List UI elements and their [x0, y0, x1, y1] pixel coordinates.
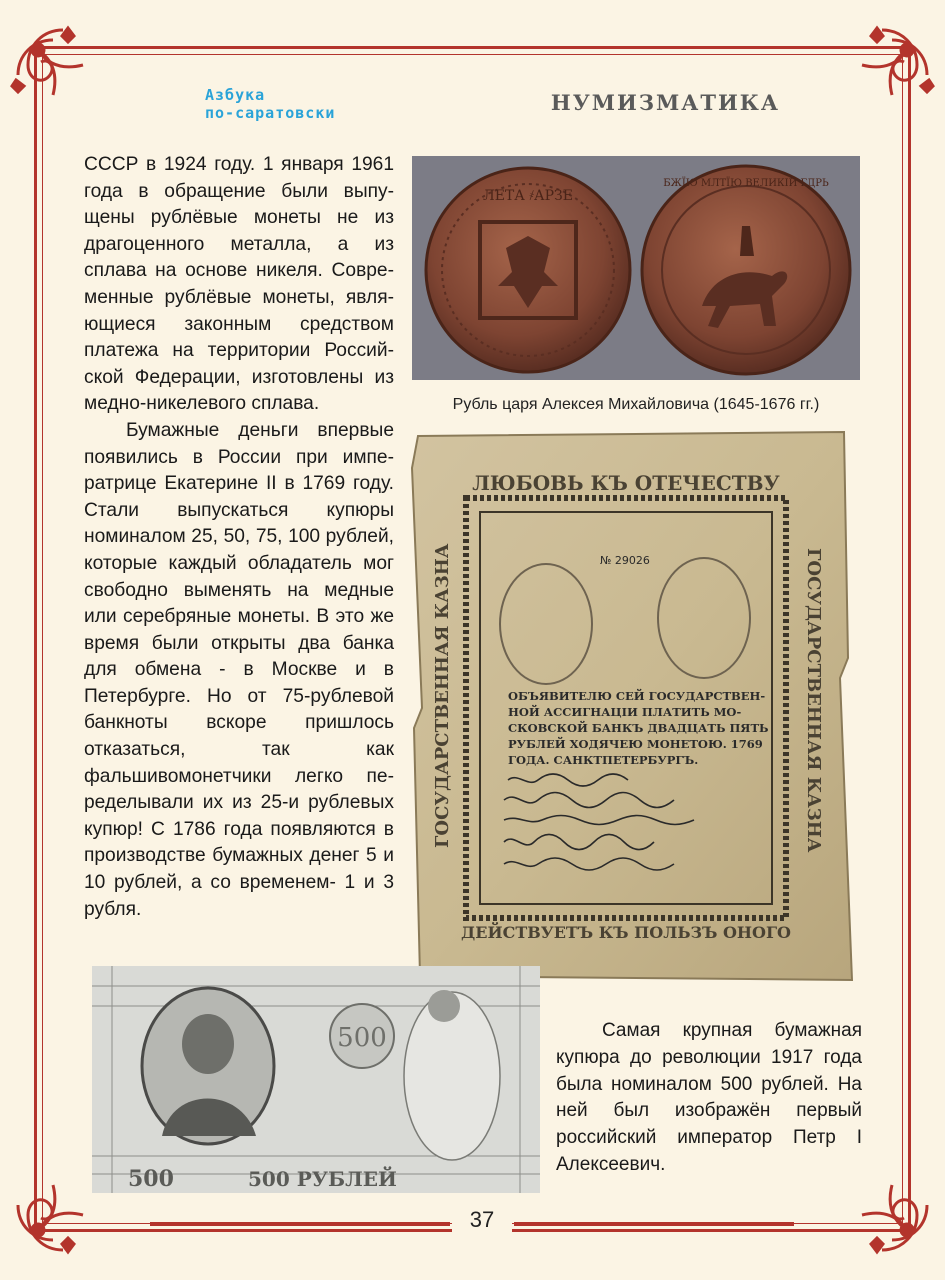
series-title — [205, 86, 335, 122]
assignat-right-border: ГОСУДАРСТВЕННАЯ КАЗНА — [803, 548, 824, 853]
series-title-line2: по-саратовски — [205, 104, 336, 122]
footer-rule-right — [514, 1222, 794, 1226]
assignat-text-line1: ОБЪЯВИТЕЛЮ СЕЙ ГОСУДАРСТВЕН- — [508, 689, 766, 703]
banknote-center-denomination: 500 — [337, 1023, 387, 1053]
assignat-text-line3: СКОВСКОЙ БАНКЪ ДВАДЦАТЬ ПЯТЬ — [508, 721, 769, 735]
coin-reverse — [642, 166, 850, 374]
coin-obverse — [426, 168, 630, 372]
assignat-left-border: ГОСУДАРСТВЕННАЯ КАЗНА — [432, 543, 453, 848]
banknote-denomination-text: 500 РУБЛЕЙ — [248, 1167, 397, 1191]
coin-photo — [412, 156, 860, 380]
assignat-bottom-border: ДЕЙСТВУЕТЪ КЪ ПОЛЬЗЪ ОНОГО — [461, 923, 791, 942]
article-text — [84, 152, 394, 923]
banknote-500-image — [92, 966, 540, 1193]
assignat-top-border: ЛЮБОВЬ КЪ ОТЕЧЕСТВУ — [472, 471, 780, 495]
paragraph-2: Бумажные деньги впервые появились в России при императрице Екатерине II в 1769 году. Стали выпускаться купюры номиналом 25, 50, 75, 100 рублей, которые каждый обладатель мог свободно выменять на медные или серебряные монеты. В это же время были открыты два банка для обмена - в Москве и в Петербурге. Но от 75-рублевой банкноты вскоре пришлось отказаться, так как фальшивомонетчики легко переделывали их из 25-и рублевых купюр! С 1786 года появляются в производстве бумажных денег 5 и 10 рублей, а со временем- 1 и 3 рубля. — [84, 419, 394, 920]
footer-rule-left — [150, 1222, 450, 1226]
assignat-text-line5: ГОДА. САНКТПЕТЕРБУРГЪ. — [508, 753, 699, 767]
assignat-image — [408, 428, 854, 984]
section-title: НУМИЗМАТИКА — [550, 90, 780, 115]
coin-reverse-legend: БЖЇЮ МЛТЇЮ ВЕЛИКІИ ГДРЬ — [663, 178, 829, 189]
assignat-serial: № 29026 — [600, 554, 650, 567]
corner-ornament-icon — [8, 20, 118, 130]
page-number: 37 — [452, 1207, 512, 1233]
coin-caption: Рубль царя Алексея Михайловича (1645-1676 гг.) — [452, 396, 820, 413]
banknote-caption-text: Самая крупная бумажная купюра до революции 1917 года была номиналом 500 рублей. На ней был изображён первый российский император Петр I Алексеевич. — [556, 1020, 862, 1175]
corner-ornament-icon — [827, 20, 937, 130]
coin-obverse-legend: ЛЕТА ҂АРЗЕ — [483, 188, 573, 204]
banknote-caption — [556, 1018, 862, 1179]
series-title-line1: Азбука — [205, 86, 266, 104]
paragraph-1: СССР в 1924 году. 1 января 1961 года в обращение были выпущены рублёвые монеты не из драгоценного металла, а из сплава на основе никеля. Современные рублёвые монеты, являющиеся законным средством платежа на территории Российской Федерации, изготовлены из медно-никелевого сплава. — [84, 154, 394, 415]
assignat-text-line4: РУБЛЕЙ ХОДЯЧЕЮ МОНЕТОЮ. 1769 — [508, 737, 763, 751]
assignat-text-line2: НОЙ АССИГНАЦІИ ПЛАТИТЬ МО- — [508, 705, 742, 719]
banknote-corner-denomination: 500 — [128, 1166, 174, 1192]
